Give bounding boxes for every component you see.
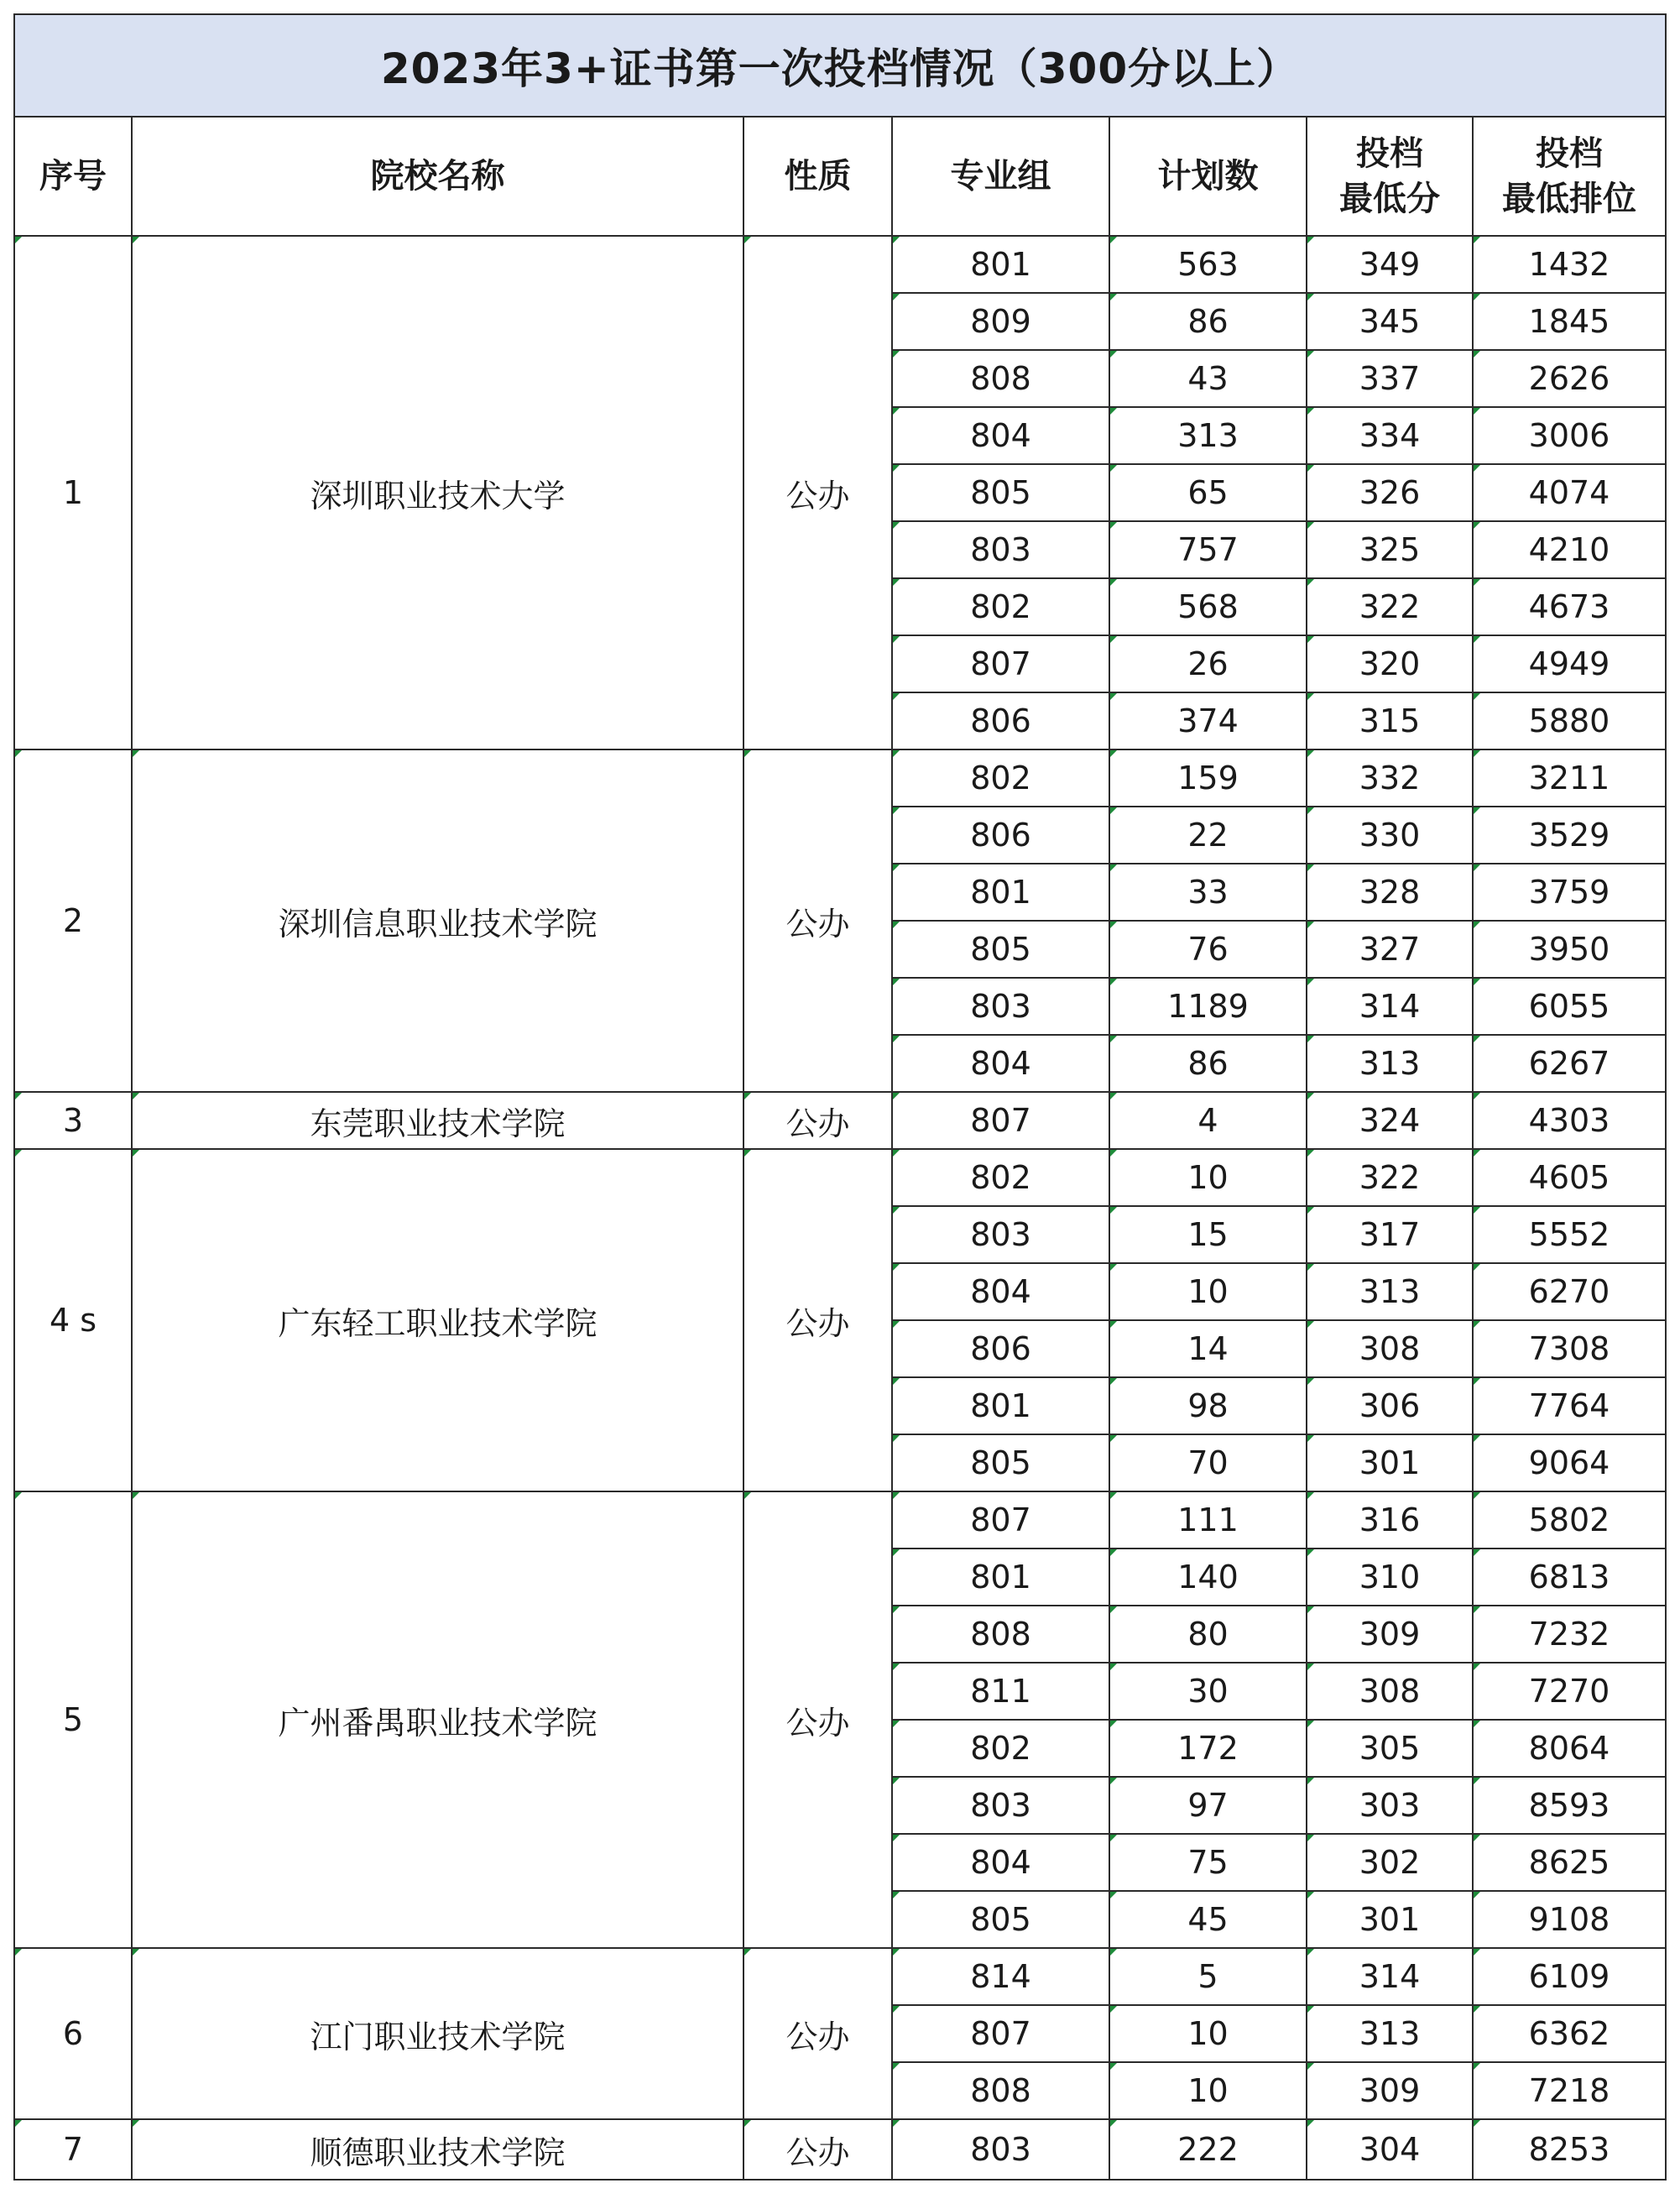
cell-min-score: 305 — [1307, 1720, 1473, 1777]
header-min-score — [1307, 117, 1473, 236]
cell-min-score: 345 — [1307, 293, 1473, 350]
cell-group: 805 — [892, 464, 1109, 521]
cell-group: 807 — [892, 2005, 1109, 2062]
cell-group: 801 — [892, 1377, 1109, 1434]
cell-plan: 45 — [1109, 1891, 1307, 1948]
cell-min-rank: 1432 — [1473, 236, 1666, 293]
cell-seq: 5 — [14, 1491, 132, 1948]
cell-plan: 313 — [1109, 407, 1307, 464]
cell-school-name: 广州番禺职业技术学院 — [132, 1491, 743, 1948]
cell-group: 802 — [892, 1720, 1109, 1777]
cell-group: 805 — [892, 1434, 1109, 1491]
cell-min-rank: 8625 — [1473, 1834, 1666, 1891]
cell-nature: 公办 — [743, 749, 892, 1092]
cell-group: 814 — [892, 1948, 1109, 2005]
cell-plan: 30 — [1109, 1663, 1307, 1720]
cell-plan: 15 — [1109, 1206, 1307, 1263]
cell-school-name: 深圳职业技术大学 — [132, 236, 743, 749]
header-min-rank-line1: 投档 — [1536, 134, 1603, 173]
cell-min-score: 313 — [1307, 2005, 1473, 2062]
cell-plan: 70 — [1109, 1434, 1307, 1491]
cell-min-score: 325 — [1307, 521, 1473, 578]
cell-min-score: 309 — [1307, 1606, 1473, 1663]
admission-table — [13, 13, 1667, 2180]
cell-min-rank: 7218 — [1473, 2062, 1666, 2119]
cell-plan: 140 — [1109, 1549, 1307, 1606]
cell-group: 808 — [892, 2062, 1109, 2119]
cell-plan: 76 — [1109, 921, 1307, 978]
cell-nature: 公办 — [743, 1092, 892, 1149]
cell-min-rank: 3759 — [1473, 864, 1666, 921]
cell-min-score: 316 — [1307, 1491, 1473, 1549]
cell-group: 802 — [892, 1149, 1109, 1206]
cell-plan: 563 — [1109, 236, 1307, 293]
header-group: 专业组 — [892, 117, 1109, 236]
cell-min-score: 314 — [1307, 978, 1473, 1035]
cell-plan: 22 — [1109, 807, 1307, 864]
header-nature: 性质 — [743, 117, 892, 236]
cell-plan: 172 — [1109, 1720, 1307, 1777]
cell-school-name: 江门职业技术学院 — [132, 1948, 743, 2119]
cell-min-rank: 7232 — [1473, 1606, 1666, 1663]
header-school: 院校名称 — [132, 117, 743, 236]
cell-group: 803 — [892, 2119, 1109, 2180]
cell-min-score: 334 — [1307, 407, 1473, 464]
cell-min-rank: 4074 — [1473, 464, 1666, 521]
cell-min-score: 326 — [1307, 464, 1473, 521]
cell-min-score: 308 — [1307, 1663, 1473, 1720]
cell-group: 805 — [892, 921, 1109, 978]
cell-min-rank: 4605 — [1473, 1149, 1666, 1206]
cell-school-name: 广东轻工职业技术学院 — [132, 1149, 743, 1491]
table-title: 2023年3+证书第一次投档情况（300分以上） — [14, 14, 1666, 117]
cell-min-score: 315 — [1307, 692, 1473, 749]
header-min-score-line1: 投档 — [1356, 134, 1423, 173]
cell-min-score: 306 — [1307, 1377, 1473, 1434]
cell-min-score: 330 — [1307, 807, 1473, 864]
cell-plan: 10 — [1109, 2005, 1307, 2062]
cell-min-rank: 3211 — [1473, 749, 1666, 807]
cell-plan: 65 — [1109, 464, 1307, 521]
cell-group: 804 — [892, 1263, 1109, 1320]
cell-min-score: 301 — [1307, 1434, 1473, 1491]
cell-plan: 33 — [1109, 864, 1307, 921]
cell-min-score: 332 — [1307, 749, 1473, 807]
table-row — [14, 236, 1666, 293]
cell-plan: 14 — [1109, 1320, 1307, 1377]
cell-plan: 43 — [1109, 350, 1307, 407]
cell-min-rank: 7308 — [1473, 1320, 1666, 1377]
cell-min-score: 310 — [1307, 1549, 1473, 1606]
cell-plan: 374 — [1109, 692, 1307, 749]
cell-min-rank: 4303 — [1473, 1092, 1666, 1149]
cell-min-rank: 7270 — [1473, 1663, 1666, 1720]
cell-plan: 97 — [1109, 1777, 1307, 1834]
header-min-score-line2: 最低分 — [1339, 180, 1440, 218]
table-row — [14, 749, 1666, 807]
cell-min-rank: 9108 — [1473, 1891, 1666, 1948]
cell-min-score: 309 — [1307, 2062, 1473, 2119]
cell-min-score: 308 — [1307, 1320, 1473, 1377]
cell-min-rank: 6813 — [1473, 1549, 1666, 1606]
header-min-rank — [1473, 117, 1666, 236]
cell-plan: 10 — [1109, 2062, 1307, 2119]
cell-min-rank: 8064 — [1473, 1720, 1666, 1777]
cell-min-rank: 2626 — [1473, 350, 1666, 407]
cell-group: 803 — [892, 978, 1109, 1035]
cell-min-score: 320 — [1307, 635, 1473, 692]
cell-seq: 2 — [14, 749, 132, 1092]
header-row — [14, 117, 1666, 236]
cell-plan: 111 — [1109, 1491, 1307, 1549]
cell-plan: 568 — [1109, 578, 1307, 635]
cell-min-rank: 4949 — [1473, 635, 1666, 692]
cell-group: 802 — [892, 749, 1109, 807]
cell-min-rank: 4210 — [1473, 521, 1666, 578]
cell-seq: 7 — [14, 2119, 132, 2180]
cell-plan: 10 — [1109, 1149, 1307, 1206]
cell-nature: 公办 — [743, 236, 892, 749]
cell-school-name: 东莞职业技术学院 — [132, 1092, 743, 1149]
cell-min-rank: 9064 — [1473, 1434, 1666, 1491]
cell-group: 806 — [892, 807, 1109, 864]
cell-group: 803 — [892, 521, 1109, 578]
cell-min-rank: 8253 — [1473, 2119, 1666, 2180]
cell-group: 801 — [892, 864, 1109, 921]
cell-min-score: 322 — [1307, 578, 1473, 635]
cell-min-score: 314 — [1307, 1948, 1473, 2005]
cell-group: 808 — [892, 1606, 1109, 1663]
cell-min-rank: 4673 — [1473, 578, 1666, 635]
cell-min-rank: 6109 — [1473, 1948, 1666, 2005]
cell-min-score: 302 — [1307, 1834, 1473, 1891]
cell-min-rank: 8593 — [1473, 1777, 1666, 1834]
cell-min-rank: 5802 — [1473, 1491, 1666, 1549]
cell-group: 804 — [892, 1035, 1109, 1092]
cell-plan: 75 — [1109, 1834, 1307, 1891]
cell-group: 806 — [892, 1320, 1109, 1377]
cell-group: 808 — [892, 350, 1109, 407]
cell-min-score: 337 — [1307, 350, 1473, 407]
cell-nature: 公办 — [743, 1491, 892, 1948]
cell-min-score: 324 — [1307, 1092, 1473, 1149]
cell-min-rank: 5552 — [1473, 1206, 1666, 1263]
cell-group: 811 — [892, 1663, 1109, 1720]
cell-min-score: 301 — [1307, 1891, 1473, 1948]
cell-seq: 6 — [14, 1948, 132, 2119]
cell-group: 807 — [892, 1092, 1109, 1149]
cell-school-name: 顺德职业技术学院 — [132, 2119, 743, 2180]
cell-min-rank: 3006 — [1473, 407, 1666, 464]
cell-min-score: 328 — [1307, 864, 1473, 921]
cell-min-score: 317 — [1307, 1206, 1473, 1263]
table-row — [14, 1948, 1666, 2005]
cell-group: 806 — [892, 692, 1109, 749]
cell-seq: 1 — [14, 236, 132, 749]
cell-plan: 1189 — [1109, 978, 1307, 1035]
cell-plan: 222 — [1109, 2119, 1307, 2180]
cell-plan: 5 — [1109, 1948, 1307, 2005]
cell-min-score: 349 — [1307, 236, 1473, 293]
table-row — [14, 1149, 1666, 1206]
table-row — [14, 2119, 1666, 2180]
cell-group: 804 — [892, 407, 1109, 464]
cell-plan: 86 — [1109, 293, 1307, 350]
cell-min-rank: 3950 — [1473, 921, 1666, 978]
cell-group: 804 — [892, 1834, 1109, 1891]
cell-nature: 公办 — [743, 1149, 892, 1491]
header-seq: 序号 — [14, 117, 132, 236]
cell-seq: 4 s — [14, 1149, 132, 1491]
cell-min-rank: 3529 — [1473, 807, 1666, 864]
cell-group: 801 — [892, 1549, 1109, 1606]
cell-group: 802 — [892, 578, 1109, 635]
cell-min-rank: 6267 — [1473, 1035, 1666, 1092]
cell-seq: 3 — [14, 1092, 132, 1149]
cell-min-score: 322 — [1307, 1149, 1473, 1206]
cell-min-rank: 7764 — [1473, 1377, 1666, 1434]
cell-plan: 159 — [1109, 749, 1307, 807]
cell-min-rank: 6362 — [1473, 2005, 1666, 2062]
cell-min-rank: 6055 — [1473, 978, 1666, 1035]
table-row — [14, 1491, 1666, 1549]
cell-min-rank: 6270 — [1473, 1263, 1666, 1320]
cell-min-score: 304 — [1307, 2119, 1473, 2180]
cell-nature: 公办 — [743, 2119, 892, 2180]
cell-plan: 86 — [1109, 1035, 1307, 1092]
cell-plan: 10 — [1109, 1263, 1307, 1320]
table-body — [14, 236, 1666, 2180]
cell-min-score: 313 — [1307, 1035, 1473, 1092]
cell-group: 803 — [892, 1777, 1109, 1834]
cell-min-score: 313 — [1307, 1263, 1473, 1320]
table-row — [14, 1092, 1666, 1149]
cell-min-score: 303 — [1307, 1777, 1473, 1834]
cell-nature: 公办 — [743, 1948, 892, 2119]
cell-plan: 98 — [1109, 1377, 1307, 1434]
cell-min-rank: 1845 — [1473, 293, 1666, 350]
cell-group: 803 — [892, 1206, 1109, 1263]
cell-plan: 26 — [1109, 635, 1307, 692]
cell-min-rank: 5880 — [1473, 692, 1666, 749]
cell-group: 807 — [892, 635, 1109, 692]
cell-plan: 4 — [1109, 1092, 1307, 1149]
cell-plan: 757 — [1109, 521, 1307, 578]
cell-min-score: 327 — [1307, 921, 1473, 978]
cell-plan: 80 — [1109, 1606, 1307, 1663]
cell-group: 809 — [892, 293, 1109, 350]
cell-group: 805 — [892, 1891, 1109, 1948]
cell-group: 801 — [892, 236, 1109, 293]
header-min-rank-line2: 最低排位 — [1502, 180, 1636, 218]
cell-school-name: 深圳信息职业技术学院 — [132, 749, 743, 1092]
cell-group: 807 — [892, 1491, 1109, 1549]
header-plan: 计划数 — [1109, 117, 1307, 236]
